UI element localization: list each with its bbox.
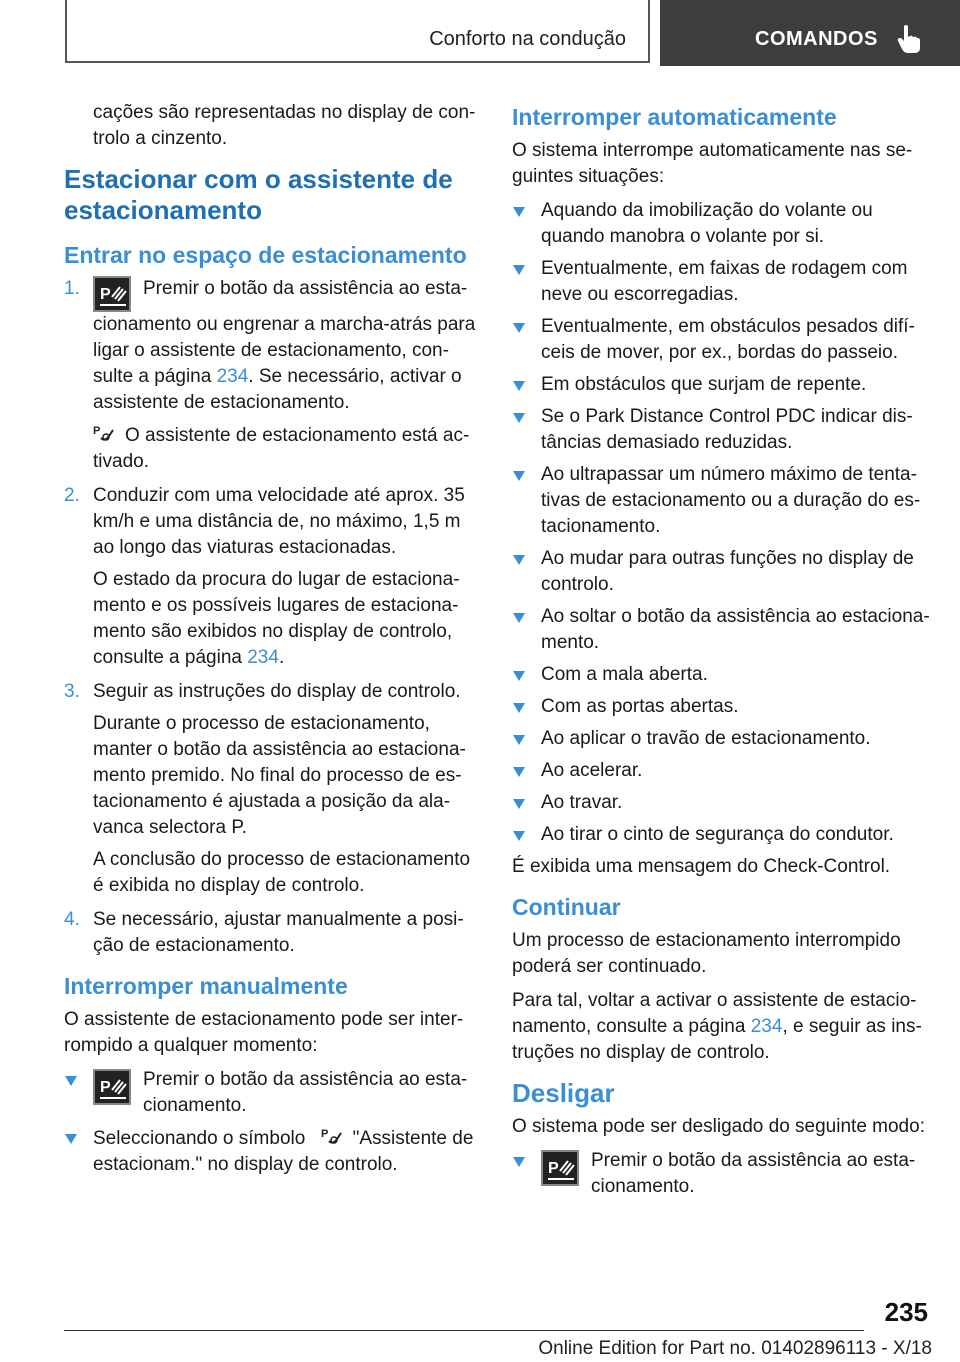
hand-pointer-icon [897, 24, 921, 54]
list-item-text: Eventualmente, em faixas de rodagem com neve ou escorregadias. [541, 258, 908, 305]
manual-intro: O assistente de estacionamento pode ser interrompido a qualquer momento: [64, 1009, 464, 1056]
park-assist-symbol-icon [321, 1125, 343, 1147]
page-link[interactable]: 234 [247, 647, 279, 668]
switch-off-intro: O sistema pode ser desligado do seguinte modo: [512, 1116, 925, 1137]
step-2: 2. Conduzir com uma velocidade até aprox. 35 km/h e uma distância de, no máximo, 1,5 m ao longo das viaturas estacionadas. O estado da procura do lugar de estacionamento e os possíveis lugares de estacionamento são exibidos no display de controlo, consulte a página 234. [64, 483, 482, 671]
subheading-auto-interrupt: Interromper automaticamente [512, 104, 837, 130]
footer-divider [64, 1330, 864, 1331]
svg-text:P: P [100, 286, 111, 303]
list-item [512, 822, 932, 848]
bullet-triangle-icon [513, 767, 525, 777]
list-item [512, 758, 932, 784]
intro-text: cações são representadas no display de controlo a cinzento. [93, 102, 476, 149]
list-item [512, 694, 932, 720]
subheading-enter-space: Entrar no espaço de estacionamento [64, 242, 467, 268]
list-item-text: Ao tirar o cinto de segurança do condutor. [541, 824, 894, 845]
subheading-manual-interrupt: Interromper manualmente [64, 973, 348, 999]
list-item-text: Com as portas abertas. [541, 696, 739, 717]
chapter-tab [660, 0, 960, 66]
svg-text:P: P [548, 1160, 559, 1177]
step-3-text: Seguir as instruções do display de controlo. [93, 681, 461, 702]
list-item-text: Ao mudar para outras funções no display de controlo. [541, 548, 914, 595]
step-2-detail: O estado da procura do lugar de estacionamento e os possíveis lugares de estacionamento são exibidos no display de controlo, consulte a página [93, 569, 460, 668]
step-1: 1. P Premir o botão da assistência ao estacionamento ou engrenar a marcha-atrás para ligar o assistente de estacionamento, consulte a página 234. Se necessário, activar o assistente de estacionamento. P O assistente de estacionamento está activado. [64, 278, 476, 472]
manual-bullet-1-text: Premir o botão da assistência ao estacionamento. [143, 1069, 468, 1116]
step-number: 4. [64, 909, 80, 930]
step-4-text: Se necessário, ajustar manualmente a posição de estacionamento. [93, 909, 464, 956]
chapter-title: COMANDOS [755, 28, 878, 50]
right-column: Interromper automaticamente O sistema interrompe automaticamente nas seguintes situações: Aquando da imobilização do volante ou quando manobra o volante por si. Eventualmente, em faixas de rodagem com neve ou escorregadias. Eventualmente, em obstáculos pesados difíceis de mover, por ex., bordas do passeio. Em obstáculos que surjam de repente. Se o Park Distance Control PDC indicar distâncias demasiado reduzidas. Ao ultrapassar um número máximo de tentativas de estacionamento ou a duração do estacionamento. Ao mudar para outras funções no display de controlo. Ao soltar o botão da assistência ao estacionamento. Com a mala aberta. Com as portas abertas. Ao aplicar o travão de estacionamento. Ao acelerar. Ao travar. Ao tirar o cinto de segurança do condutor. É exibida uma mensagem do Check-Control. Continuar Um processo de estacionamento interrompido poderá ser continuado. Para tal, voltar a activar o assistente de estacionamento, consulte a página 234, e seguir as instruções no display de controlo. Desligar O sistema pode ser desligado do seguinte modo: P Premir o botão da assistência ao estacionamento. [512, 100, 932, 1206]
section-heading-park-assist: Estacionar com o assistente de estacionamento [64, 164, 453, 225]
manual-bullet-2-text-a: Seleccionando o símbolo [93, 1128, 306, 1149]
bullet-triangle-icon [513, 471, 525, 481]
auto-intro: O sistema interrompe automaticamente nas seguintes situações: [512, 140, 913, 187]
continue-text-1: Um processo de estacionamento interrompido poderá ser continuado. [512, 930, 901, 977]
list-item [512, 790, 932, 816]
list-item-text: Ao soltar o botão da assistência ao estacionamento. [541, 606, 930, 653]
list-item [512, 604, 932, 656]
list-item [512, 256, 932, 308]
bullet-triangle-icon [513, 265, 525, 275]
bullet-triangle-icon [65, 1076, 77, 1086]
list-item-text: Aquando da imobilização do volante ou quando manobra o volante por si. [541, 200, 873, 247]
park-assist-symbol-icon [93, 422, 115, 444]
step-number: 3. [64, 681, 80, 702]
bullet-triangle-icon [513, 555, 525, 565]
park-assist-button-icon [93, 276, 131, 312]
subheading-continue: Continuar [512, 894, 621, 920]
bullet-triangle-icon [513, 831, 525, 841]
list-item-text: Em obstáculos que surjam de repente. [541, 374, 867, 395]
step-3-completion: A conclusão do processo de estacionamento é exibida no display de controlo. [93, 849, 471, 896]
bullet-triangle-icon [513, 207, 525, 217]
list-item-text: Com a mala aberta. [541, 664, 708, 685]
svg-text:P: P [320, 1128, 328, 1140]
list-item [512, 372, 932, 398]
bullet-triangle-icon [513, 613, 525, 623]
page-header [0, 0, 960, 66]
bullet-triangle-icon [513, 735, 525, 745]
list-item-text: Ao acelerar. [541, 760, 643, 781]
list-item [512, 404, 932, 456]
step-4 [64, 907, 482, 959]
step-number: 1. [64, 278, 80, 299]
park-assist-button-icon [541, 1150, 579, 1186]
bullet-triangle-icon [513, 799, 525, 809]
auto-interrupt-list [512, 198, 932, 848]
section-tab [65, 0, 650, 63]
bullet-triangle-icon [513, 703, 525, 713]
bullet-triangle-icon [513, 413, 525, 423]
bullet-triangle-icon [513, 671, 525, 681]
list-item-text: Eventualmente, em obstáculos pesados difíceis de mover, por ex., bordas do passeio. [541, 316, 915, 363]
auto-outro: É exibida uma mensagem do Check-Control. [512, 856, 891, 877]
switch-off-bullet-text: Premir o botão da assistência ao estacionamento. [591, 1150, 916, 1197]
step-2-text: Conduzir com uma velocidade até aprox. 35 km/h e uma distância de, no máximo, 1,5 m ao longo das viaturas estacionadas. [93, 485, 465, 558]
subheading-switch-off: Desligar [512, 1078, 615, 1108]
manual-bullet-2-text-b: "Assistente de estacionam." no display de controlo. [93, 1128, 474, 1175]
list-item [64, 1067, 482, 1119]
list-item [512, 546, 932, 598]
bullet-triangle-icon [513, 323, 525, 333]
page-number: 235 [884, 1297, 928, 1327]
bullet-triangle-icon [65, 1134, 77, 1144]
step-3 [64, 679, 482, 899]
step-number: 2. [64, 485, 80, 506]
list-item [512, 462, 932, 540]
page-link[interactable]: 234 [750, 1016, 783, 1037]
page-link[interactable]: 234 [216, 366, 249, 387]
left-column [64, 100, 482, 1184]
bullet-triangle-icon [513, 1157, 525, 1167]
list-item [64, 1125, 482, 1178]
section-title: Conforto na condução [429, 28, 626, 50]
edition-footer: Online Edition for Part no. 01402896113 - X/18 [538, 1338, 932, 1359]
list-item [512, 662, 932, 688]
list-item-text: Se o Park Distance Control PDC indicar distâncias demasiado reduzidas. [541, 406, 913, 453]
park-assist-button-icon [93, 1069, 131, 1105]
list-item-text: Ao travar. [541, 792, 623, 813]
list-item [512, 314, 932, 366]
list-item [512, 1148, 932, 1200]
step-3-detail: Durante o processo de estacionamento, manter o botão da assistência ao estacionamento premido. No final do processo de estacionamento é ajustada a posição da alavanca selectora P. [93, 713, 466, 838]
list-item [512, 198, 932, 250]
step-1-status: O assistente de estacionamento está activado. [93, 425, 470, 472]
bullet-triangle-icon [513, 381, 525, 391]
list-item [512, 726, 932, 752]
list-item-text: Ao aplicar o travão de estacionamento. [541, 728, 871, 749]
step-1-text: Premir o botão da assistência ao estacionamento ou engrenar a marcha-atrás para ligar o assistente de estacionamento, consulte a página [93, 278, 476, 387]
svg-text:P: P [100, 1079, 111, 1096]
list-item-text: Ao ultrapassar um número máximo de tentativas de estacionamento ou a duração do estacionamento. [541, 464, 921, 537]
continue-text-2: Para tal, voltar a activar o assistente de estacionamento, consulte a página [512, 990, 917, 1037]
svg-text:P: P [93, 425, 101, 437]
